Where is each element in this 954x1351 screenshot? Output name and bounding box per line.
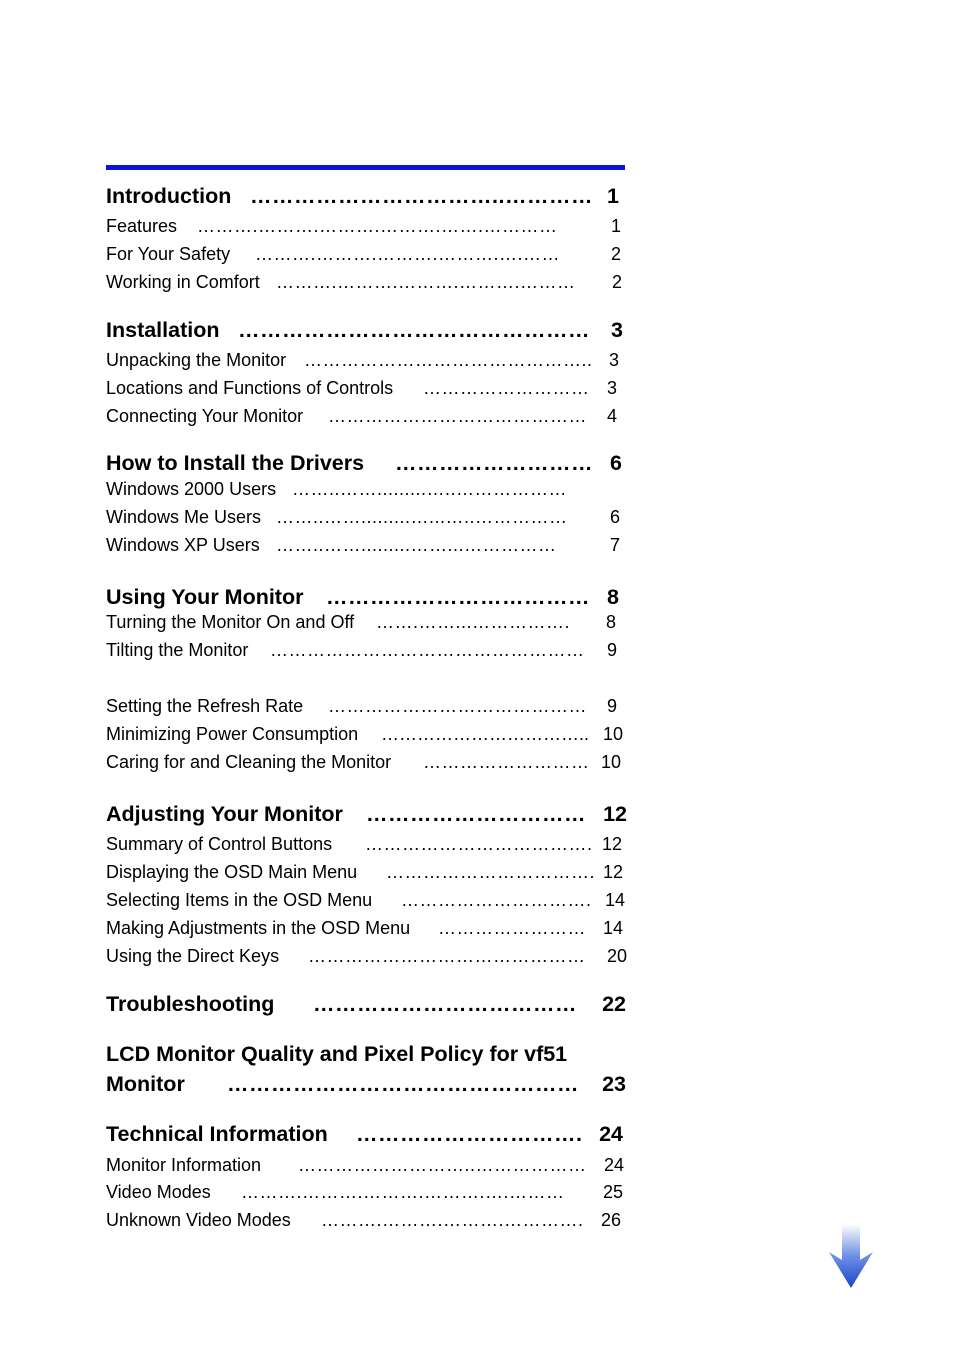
toc-title: Windows XP Users bbox=[106, 535, 260, 555]
toc-page-number: 8 bbox=[607, 585, 619, 609]
toc-entry[interactable] bbox=[106, 834, 636, 858]
toc-leader: …………………………. bbox=[401, 890, 592, 910]
toc-leader: ……..…….........……...…………… bbox=[276, 535, 557, 555]
toc-leader: ……………………… bbox=[423, 752, 590, 772]
toc-leader: ……………………… bbox=[423, 378, 590, 398]
toc-title: Tilting the Monitor bbox=[106, 640, 249, 660]
toc-title: Video Modes bbox=[106, 1182, 211, 1202]
toc-page-number: 9 bbox=[606, 640, 617, 660]
toc-leader: …………………………………………… bbox=[270, 640, 585, 660]
toc-entry[interactable] bbox=[106, 1210, 636, 1234]
toc-page-number: 20 bbox=[606, 946, 627, 966]
toc-title: Monitor Information bbox=[106, 1155, 262, 1175]
toc-title: Working in Comfort bbox=[106, 272, 260, 292]
toc-entry[interactable] bbox=[106, 479, 636, 503]
toc-page-number: 2 bbox=[611, 272, 622, 292]
toc-leader: ………………………… bbox=[366, 802, 586, 826]
toc-leader: ……….……….……….……….…….………… bbox=[197, 216, 558, 236]
toc-title: Monitor bbox=[106, 1072, 185, 1096]
toc-leader: ……….……….……….……….….……… bbox=[241, 1182, 565, 1202]
toc-section[interactable] bbox=[106, 802, 636, 830]
toc-page-number: 22 bbox=[602, 992, 626, 1016]
toc-section[interactable] bbox=[106, 992, 636, 1020]
toc-title: Setting the Refresh Rate bbox=[106, 696, 304, 716]
toc-leader: ………………………………………… bbox=[238, 318, 590, 342]
toc-leader: ……..…….........…..……………… bbox=[292, 479, 568, 499]
toc-page-number: 23 bbox=[602, 1072, 626, 1096]
toc-leader: ………………………………………… bbox=[227, 1072, 579, 1096]
toc-page-number: 9 bbox=[606, 696, 617, 716]
toc-leader: ……………………………………… bbox=[308, 946, 586, 966]
toc-leader: …….……...……………. bbox=[376, 612, 571, 632]
toc-title: How to Install the Drivers bbox=[106, 451, 365, 475]
toc-title: Using the Direct Keys bbox=[106, 946, 280, 966]
toc-title: Technical Information bbox=[106, 1122, 328, 1146]
toc-entry[interactable] bbox=[106, 724, 636, 748]
toc-entry[interactable] bbox=[106, 244, 636, 268]
toc-leader: ……………………………… bbox=[313, 992, 577, 1016]
toc-title: Minimizing Power Consumption bbox=[106, 724, 359, 744]
toc-title: Features bbox=[106, 216, 178, 236]
toc-title: Making Adjustments in the OSD Menu bbox=[106, 918, 411, 938]
toc-entry[interactable] bbox=[106, 918, 636, 942]
toc-page-number: 10 bbox=[602, 724, 623, 744]
toc-page-number: 6 bbox=[610, 451, 622, 475]
toc-leader: ………………………..……………… bbox=[298, 1155, 587, 1175]
toc-entry[interactable] bbox=[106, 216, 636, 240]
toc-page-number: 24 bbox=[603, 1155, 624, 1175]
toc-title: Summary of Control Buttons bbox=[106, 834, 333, 854]
toc-page-number: 8 bbox=[605, 612, 616, 632]
toc-title: LCD Monitor Quality and Pixel Policy for vf51 bbox=[106, 1042, 568, 1066]
toc-page-number: 3 bbox=[606, 378, 617, 398]
toc-leader: ……………………… bbox=[395, 451, 593, 475]
toc-leader: …………………… bbox=[438, 918, 586, 938]
toc-title: Displaying the OSD Main Menu bbox=[106, 862, 358, 882]
toc-entry[interactable] bbox=[106, 406, 636, 430]
toc-section[interactable] bbox=[106, 451, 636, 479]
toc-leader: …………………………….. bbox=[381, 724, 590, 744]
toc-section[interactable] bbox=[106, 184, 636, 212]
toc-title: Selecting Items in the OSD Menu bbox=[106, 890, 373, 910]
toc-leader: ……………………………..………… bbox=[250, 184, 593, 208]
toc-page-number: 26 bbox=[600, 1210, 621, 1230]
toc-page-number: 12 bbox=[602, 862, 623, 882]
toc-section[interactable] bbox=[106, 1122, 636, 1150]
toc-entry[interactable] bbox=[106, 1155, 636, 1179]
toc-section[interactable] bbox=[106, 1072, 636, 1100]
toc-leader: ……………………………… bbox=[326, 585, 590, 609]
toc-entry[interactable] bbox=[106, 946, 636, 970]
toc-entry[interactable] bbox=[106, 612, 636, 636]
toc-leader: ……..…….........…...…..…………… bbox=[276, 507, 568, 527]
toc-page-number: 12 bbox=[603, 802, 627, 826]
toc-leader: …………………………………… bbox=[328, 696, 587, 716]
toc-page-number: 12 bbox=[601, 834, 622, 854]
toc-section[interactable] bbox=[106, 318, 636, 346]
toc-title: Windows 2000 Users bbox=[106, 479, 277, 499]
toc-page-number: 3 bbox=[611, 318, 623, 342]
toc-title: Unpacking the Monitor bbox=[106, 350, 287, 370]
toc-entry[interactable] bbox=[106, 1182, 636, 1206]
toc-entry[interactable] bbox=[106, 507, 636, 531]
toc-page-number: 3 bbox=[608, 350, 619, 370]
toc-page-number: 10 bbox=[600, 752, 621, 772]
toc-leader: ……………………………………….. bbox=[304, 350, 593, 370]
toc-title: Windows Me Users bbox=[106, 507, 262, 527]
toc-page-number: 14 bbox=[602, 918, 623, 938]
toc-page-number: 24 bbox=[599, 1122, 623, 1146]
toc-page-number: 1 bbox=[607, 184, 619, 208]
toc-page-number: 14 bbox=[604, 890, 625, 910]
toc-leader: …………………………………… bbox=[328, 406, 587, 426]
toc-leader: ………………………………. bbox=[365, 834, 593, 854]
toc-page-number: 2 bbox=[610, 244, 621, 264]
toc-title: Introduction bbox=[106, 184, 232, 208]
toc-entry[interactable] bbox=[106, 272, 636, 296]
toc-leader: …………………………. bbox=[356, 1122, 583, 1146]
toc-title: Installation bbox=[106, 318, 220, 342]
toc-entry[interactable] bbox=[106, 350, 636, 374]
toc-leader: ……….……….……….……….……… bbox=[276, 272, 576, 292]
toc-leader: ……………………………. bbox=[386, 862, 596, 882]
toc-entry[interactable] bbox=[106, 535, 636, 559]
toc-title: Troubleshooting bbox=[106, 992, 275, 1016]
toc-section[interactable] bbox=[106, 1042, 636, 1070]
toc-page-number: 1 bbox=[610, 216, 621, 236]
toc-title: Unknown Video Modes bbox=[106, 1210, 291, 1230]
toc-entry[interactable] bbox=[106, 378, 636, 402]
toc-entry[interactable] bbox=[106, 752, 636, 776]
toc-entry[interactable] bbox=[106, 890, 636, 914]
down-arrow-icon[interactable] bbox=[826, 1222, 876, 1292]
toc-page-number: 7 bbox=[609, 535, 620, 555]
toc-section[interactable] bbox=[106, 585, 636, 613]
toc-title: Connecting Your Monitor bbox=[106, 406, 304, 426]
toc-title: Caring for and Cleaning the Monitor bbox=[106, 752, 392, 772]
toc-page-number: 4 bbox=[606, 406, 617, 426]
toc-title: Locations and Functions of Controls bbox=[106, 378, 394, 398]
toc-title: Using Your Monitor bbox=[106, 585, 304, 609]
toc-entry[interactable] bbox=[106, 862, 636, 886]
toc-leader: ……….……….……….……….….…… bbox=[255, 244, 561, 264]
toc-page-number: 25 bbox=[602, 1182, 623, 1202]
toc-title: Turning the Monitor On and Off bbox=[106, 612, 355, 632]
toc-title: For Your Safety bbox=[106, 244, 231, 264]
toc-leader: ……….……….……….…………. bbox=[321, 1210, 584, 1230]
toc-entry[interactable] bbox=[106, 696, 636, 720]
toc-page-number: 6 bbox=[609, 507, 620, 527]
toc-entry[interactable] bbox=[106, 640, 636, 664]
toc-title: Adjusting Your Monitor bbox=[106, 802, 343, 826]
